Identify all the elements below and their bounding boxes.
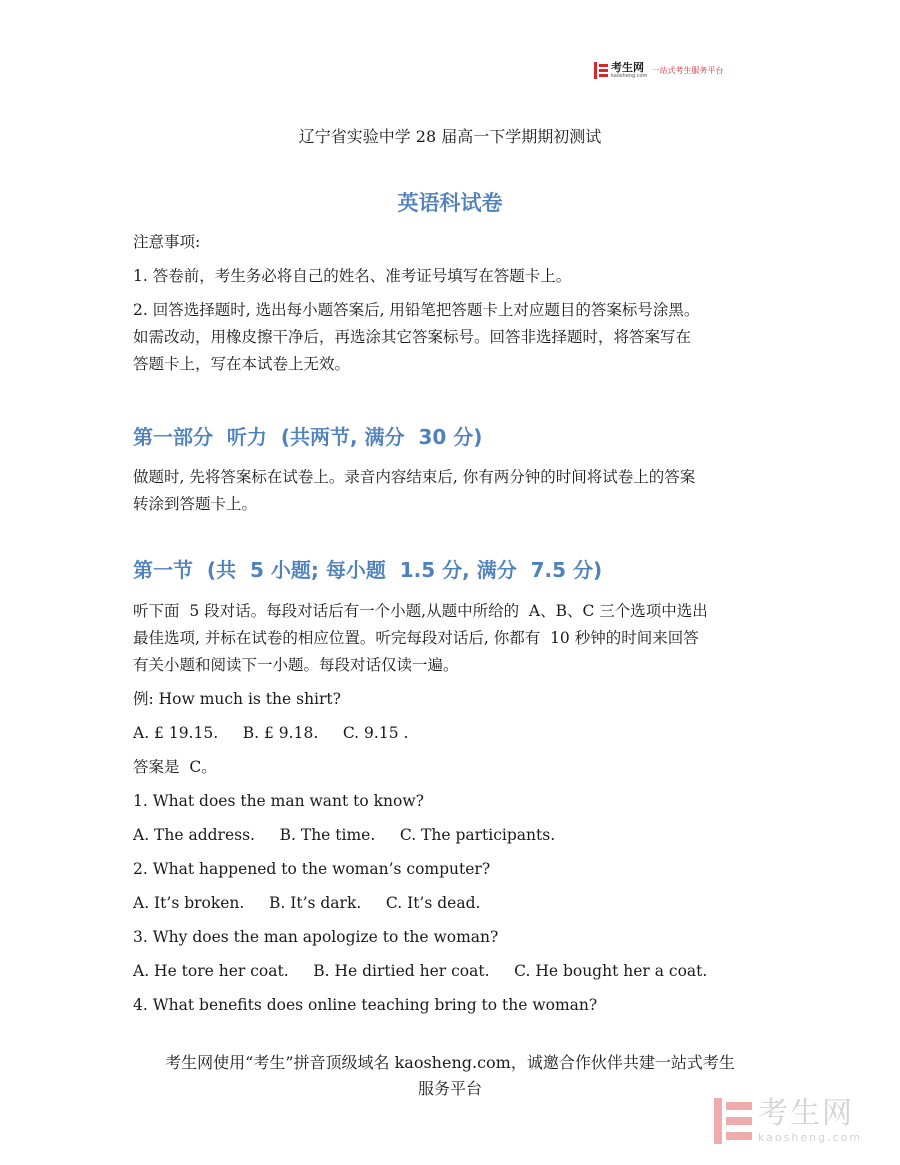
logo-slogan: 一站式考生服务平台 [651, 65, 724, 75]
page-footer [0, 1050, 900, 1102]
question-4: 4. What benefits does online teaching bring to the woman? [133, 996, 598, 1014]
exam-school-title: 辽宁省实验中学 28 届高一下学期期初测试 [298, 127, 602, 146]
example-options: A. £ 19.15. B. £ 9.18. C. 9.15 . [133, 724, 409, 742]
notice-heading: 注意事项: [133, 233, 201, 251]
notice-item-2-line-1: 2. 回答选择题时, 选出每小题答案后, 用铅笔把答题卡上对应题目的答案标号涂黑。 [133, 301, 700, 319]
footer-line-1: 考生网使用“考生”拼音顶级域名 kaosheng.com，诚邀合作伙伴共建一站式考生 [165, 1053, 735, 1072]
notice-block [133, 229, 773, 378]
notice-item-2-line-2: 如需改动，用橡皮擦干净后，再选涂其它答案标号。回答非选择题时，将答案写在 [133, 328, 692, 346]
question-2-options: A. It’s broken. B. It’s dark. C. It’s dead. [133, 894, 481, 912]
logo-name: 考生网 [611, 60, 644, 74]
footer-line-2: 服务平台 [417, 1079, 482, 1098]
section1-intro-line-3: 有关小题和阅读下一小题。每段对话仅读一遍。 [133, 656, 459, 674]
brand-logo [594, 60, 723, 80]
example-answer: 答案是 C。 [133, 758, 217, 776]
kaosheng-logo-icon [594, 62, 608, 79]
section1-heading: 第一节 (共 5 小题; 每小题 1.5 分, 满分 7.5 分) [133, 558, 603, 582]
section1-intro-line-1: 听下面 5 段对话。每段对话后有一个小题,从题中所给的 A、B、C 三个选项中选出 [133, 602, 708, 620]
part1-intro-line-2: 转涂到答题卡上。 [133, 495, 258, 513]
section1-block [133, 598, 773, 1019]
question-3-options: A. He tore her coat. B. He dirtied her coat. C. He bought her a coat. [133, 962, 708, 980]
watermark-domain: kaosheng.com [758, 1130, 863, 1144]
part1-intro-line-1: 做题时, 先将答案标在试卷上。录音内容结束后, 你有两分钟的时间将试卷上的答案 [133, 468, 696, 486]
section1-intro-line-2: 最佳选项, 并标在试卷的相应位置。听完每段对话后, 你都有 10 秒钟的时间来回答 [133, 629, 699, 647]
notice-item-1: 1. 答卷前，考生务必将自己的姓名、准考证号填写在答题卡上。 [133, 267, 572, 285]
watermark-logo [714, 1095, 863, 1144]
part1-heading: 第一部分 听力 (共两节, 满分 30 分) [133, 425, 483, 449]
paper-title: 英语科试卷 [397, 190, 503, 215]
logo-domain: kaosheng.com [611, 72, 648, 79]
question-3: 3. Why does the man apologize to the woman? [133, 928, 499, 946]
watermark-name: 考生网 [758, 1095, 854, 1131]
question-1-options: A. The address. B. The time. C. The participants. [133, 826, 556, 844]
question-1: 1. What does the man want to know? [133, 792, 424, 810]
example-question: 例: How much is the shirt? [133, 690, 341, 708]
notice-item-2-line-3: 答题卡上，写在本试卷上无效。 [133, 355, 351, 373]
question-2: 2. What happened to the woman’s computer? [133, 860, 491, 878]
watermark-logo-icon [714, 1098, 752, 1144]
part1-intro [133, 464, 773, 518]
